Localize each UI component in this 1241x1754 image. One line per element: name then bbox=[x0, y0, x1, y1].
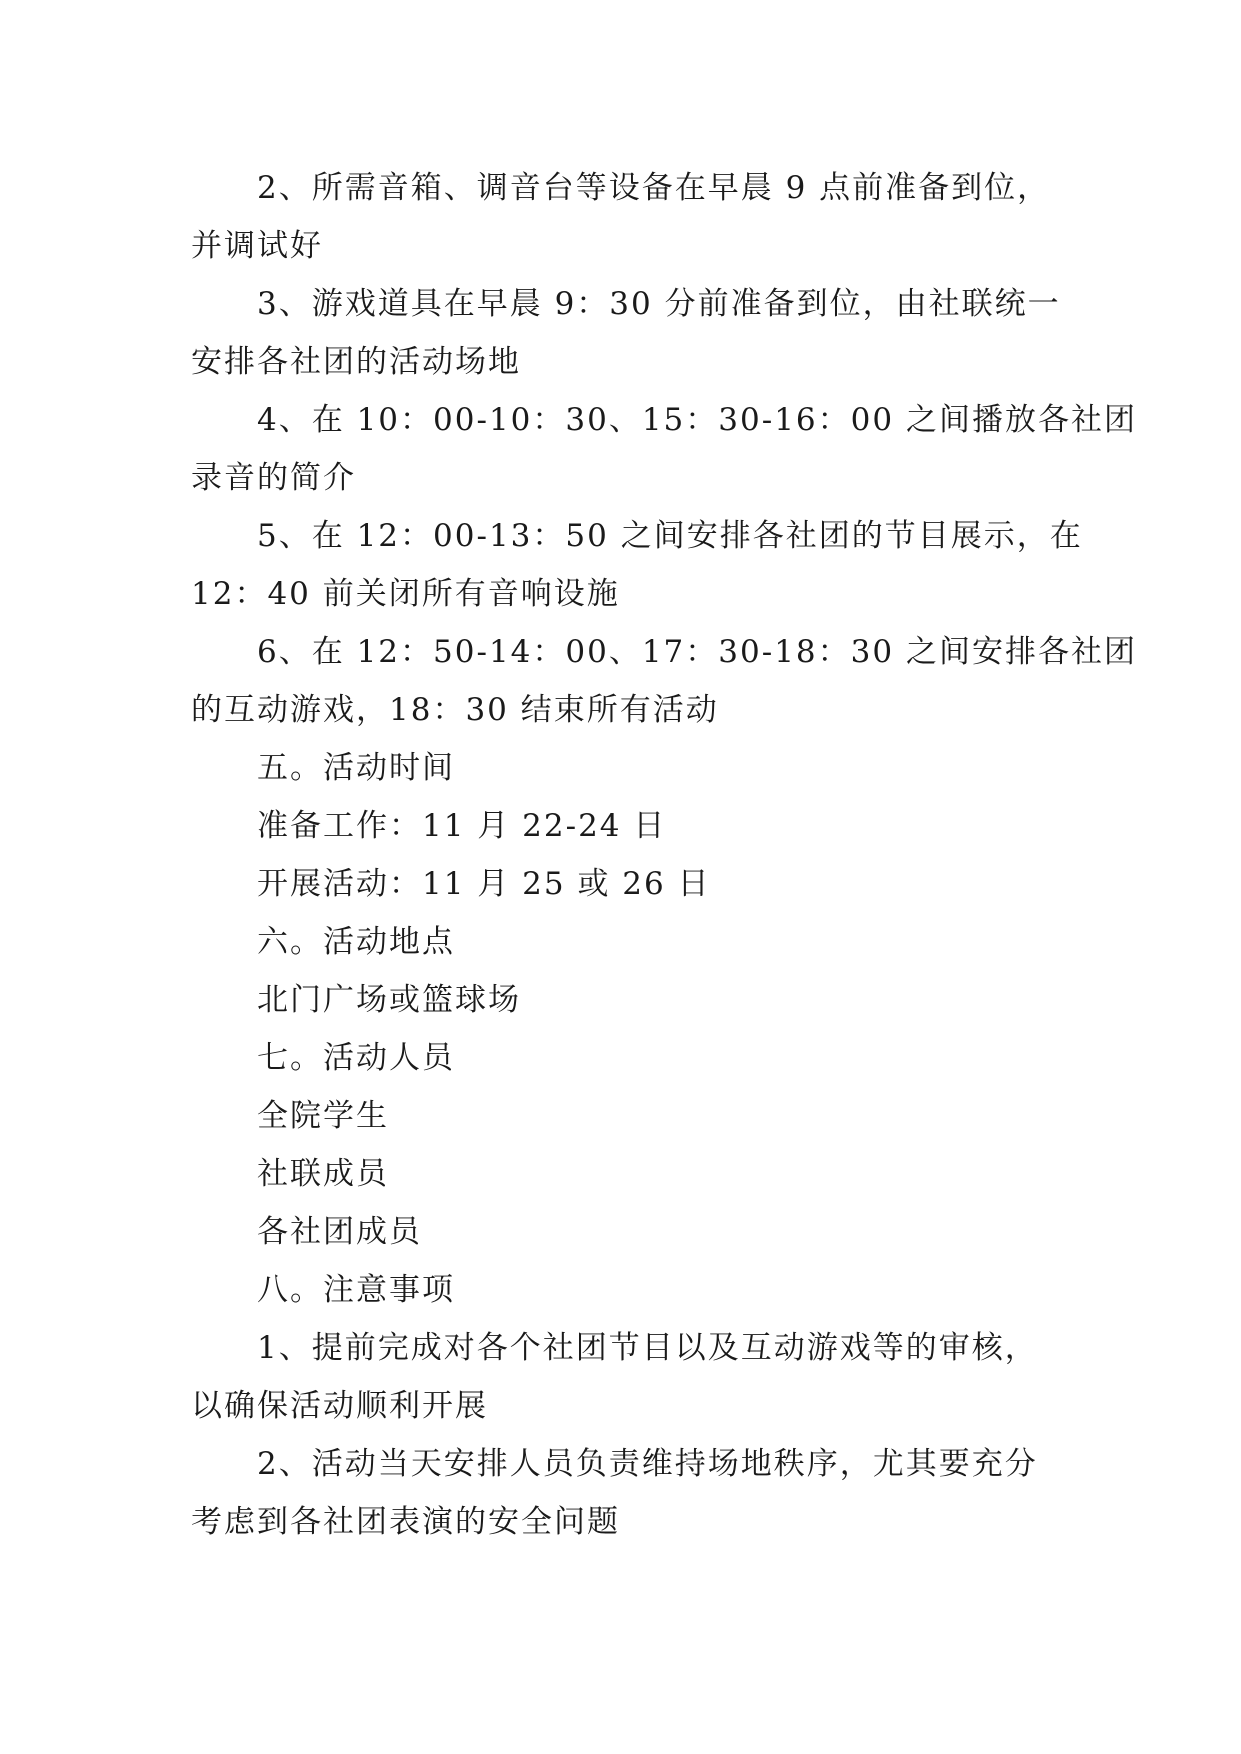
text-line: 4、在 10：00-10：30、15：30-16：00 之间播放各社团 bbox=[257, 402, 1137, 438]
location-text: 北门广场或篮球场 bbox=[257, 982, 521, 1018]
text-line: 以确保活动顺利开展 bbox=[191, 1388, 488, 1424]
text-line: 6、在 12：50-14：00、17：30-18：30 之间安排各社团 bbox=[257, 634, 1137, 670]
text-line: 安排各社团的活动场地 bbox=[191, 344, 521, 380]
text-line: 并调试好 bbox=[191, 228, 323, 264]
people-item: 各社团成员 bbox=[257, 1214, 422, 1250]
note-item-safety bbox=[191, 1435, 1061, 1551]
text-line: 考虑到各社团表演的安全问题 bbox=[191, 1504, 620, 1540]
section-heading-people: 七。活动人员 bbox=[257, 1040, 455, 1076]
launch-date: 开展活动：11 月 25 或 26 日 bbox=[257, 866, 711, 902]
prep-date: 准备工作：11 月 22-24 日 bbox=[257, 808, 667, 844]
paragraph-props bbox=[191, 275, 1061, 391]
text-line: 5、在 12：00-13：50 之间安排各社团的节目展示，在 bbox=[257, 518, 1083, 554]
text-line: 录音的简介 bbox=[191, 460, 356, 496]
text-line: 2、活动当天安排人员负责维持场地秩序，尤其要充分 bbox=[257, 1446, 1038, 1482]
section-heading-time: 五。活动时间 bbox=[257, 750, 455, 786]
paragraph-audio-intro bbox=[191, 391, 1137, 507]
text-line: 的互动游戏，18：30 结束所有活动 bbox=[191, 692, 719, 728]
section-heading-notes: 八。注意事项 bbox=[257, 1272, 455, 1308]
text-line: 12：40 前关闭所有音响设施 bbox=[191, 576, 620, 612]
paragraph-show bbox=[191, 507, 1083, 623]
document-body bbox=[191, 159, 1137, 1551]
paragraph-games bbox=[191, 623, 1137, 739]
text-line: 3、游戏道具在早晨 9：30 分前准备到位，由社联统一 bbox=[257, 286, 1061, 322]
people-item: 社联成员 bbox=[257, 1156, 389, 1192]
note-item-review bbox=[191, 1319, 1061, 1435]
section-heading-location: 六。活动地点 bbox=[257, 924, 455, 960]
text-line: 2、所需音箱、调音台等设备在早晨 9 点前准备到位， bbox=[257, 170, 1051, 206]
paragraph-equipment bbox=[191, 159, 1061, 275]
people-item: 全院学生 bbox=[257, 1098, 389, 1134]
text-line: 1、提前完成对各个社团节目以及互动游戏等的审核， bbox=[257, 1330, 1038, 1366]
